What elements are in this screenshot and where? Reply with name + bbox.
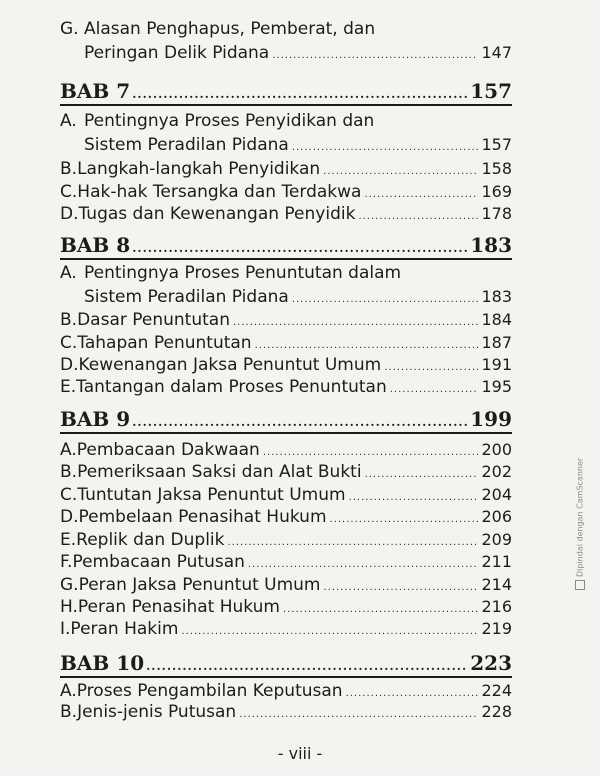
entry-page: 187 — [481, 333, 512, 352]
chapter-page: 183 — [470, 233, 512, 257]
entry-page: 214 — [481, 575, 512, 594]
entry-label: B. — [60, 159, 78, 179]
leader-dots — [239, 704, 478, 726]
leader-dots — [272, 45, 478, 67]
entry-title: Hak-hak Tersangka dan Terdakwa — [77, 182, 362, 202]
entry-page: 184 — [481, 310, 512, 329]
entry-label: F. — [60, 552, 73, 572]
toc-entry-bab9-i — [60, 618, 512, 643]
entry-title: Tuntutan Jaksa Penuntut Umum — [77, 485, 346, 505]
entry-label: D. — [60, 204, 79, 224]
entry-title: Peran Jaksa Penuntut Umum — [78, 575, 321, 595]
toc-entry-bab7-a-cont — [84, 134, 512, 159]
entry-label: D. — [60, 507, 79, 527]
entry-title-cont: Sistem Peradilan Pidana — [84, 135, 289, 155]
toc-entry-bab9-d — [60, 506, 512, 531]
chapter-page: 223 — [470, 651, 512, 675]
entry-page: 209 — [481, 530, 512, 549]
toc-entry-bab8-a-cont — [84, 286, 512, 311]
entry-title: Tugas dan Kewenangan Penyidik — [78, 204, 356, 224]
entry-page: 178 — [481, 204, 512, 223]
chapter-rule — [60, 432, 512, 434]
entry-title-cont: Sistem Peradilan Pidana — [84, 287, 289, 307]
entry-label: C. — [60, 182, 78, 202]
chapter-heading-bab10 — [60, 650, 512, 679]
entry-page: 224 — [481, 681, 512, 700]
toc-entry-bab8-b — [60, 309, 512, 334]
entry-page: 204 — [481, 485, 512, 504]
entry-title: Pembacaan Putusan — [72, 552, 245, 572]
toc-entry-bab6-g — [60, 18, 512, 40]
entry-title: Peran Penasihat Hukum — [77, 597, 280, 617]
camscanner-icon — [575, 580, 585, 590]
entry-title: Pemeriksaan Saksi dan Alat Bukti — [77, 462, 362, 482]
entry-title: Pembelaan Penasihat Hukum — [78, 507, 327, 527]
chapter-page: 199 — [470, 407, 512, 431]
entry-page: 216 — [481, 597, 512, 616]
chapter-title: BAB 9 — [60, 407, 131, 431]
entry-page: 228 — [481, 702, 512, 721]
entry-page: 147 — [481, 43, 512, 62]
chapter-title: BAB 7 — [60, 79, 131, 103]
entry-page: 202 — [481, 462, 512, 481]
chapter-page: 157 — [470, 79, 512, 103]
leader-dots — [323, 161, 478, 183]
entry-title: Proses Pengambilan Keputusan — [76, 681, 343, 701]
toc-entry-bab6-g-cont — [84, 42, 512, 67]
entry-title: Peran Hakim — [70, 619, 179, 639]
entry-title: Pentingnya Proses Penyidikan dan — [84, 111, 375, 131]
entry-page: 157 — [481, 135, 512, 154]
entry-title: Jenis-jenis Putusan — [77, 702, 237, 722]
toc-entry-bab8-a — [60, 262, 512, 284]
entry-title: Tantangan dalam Proses Penuntutan — [76, 377, 387, 397]
entry-label: B. — [60, 310, 78, 330]
entry-label: H. — [60, 597, 78, 617]
entry-page: 169 — [481, 182, 512, 201]
entry-label: A. — [60, 263, 77, 283]
entry-page: 219 — [481, 619, 512, 638]
entry-title: Replik dan Duplik — [76, 530, 225, 550]
entry-title: Dasar Penuntutan — [77, 310, 230, 330]
chapter-rule — [60, 676, 512, 678]
leader-dots — [365, 464, 479, 486]
leader-dots — [181, 621, 478, 643]
scanner-text: Dipindai dengan CamScanner — [575, 457, 585, 577]
entry-title: Kewenangan Jaksa Penuntut Umum — [78, 355, 382, 375]
toc-entry-bab7-a — [60, 110, 512, 132]
entry-page: 211 — [481, 552, 512, 571]
entry-page: 195 — [481, 377, 512, 396]
entry-title: Alasan Penghapus, Pemberat, dan — [84, 19, 376, 39]
toc-entry-bab8-e — [60, 376, 512, 401]
entry-page: 206 — [481, 507, 512, 526]
entry-title: Pentingnya Proses Penuntutan dalam — [84, 263, 402, 283]
leader-dots — [292, 289, 479, 311]
entry-title-cont: Peringan Delik Pidana — [84, 43, 270, 63]
entry-label: G. — [60, 19, 79, 39]
entry-label: E. — [60, 377, 77, 397]
entry-page: 183 — [481, 287, 512, 306]
leader-dots — [233, 312, 478, 334]
entry-page: 200 — [481, 440, 512, 459]
chapter-heading-bab9 — [60, 406, 512, 435]
chapter-rule — [60, 258, 512, 260]
entry-label: E. — [60, 530, 77, 550]
leader-dots — [292, 137, 479, 159]
entry-label: G. — [60, 575, 79, 595]
toc-entry-bab9-b — [60, 461, 512, 486]
toc-entry-bab7-d — [60, 203, 512, 228]
leader-dots — [248, 554, 479, 576]
entry-label: C. — [60, 485, 78, 505]
leader-dots — [390, 379, 479, 401]
entry-title: Langkah-langkah Penyidikan — [77, 159, 321, 179]
entry-label: B. — [60, 702, 78, 722]
entry-label: B. — [60, 462, 78, 482]
toc-entry-bab7-b — [60, 158, 512, 183]
entry-label: A. — [60, 111, 77, 131]
entry-label: C. — [60, 333, 78, 353]
entry-label: A. — [60, 681, 77, 701]
entry-label: I. — [60, 619, 71, 639]
leader-dots — [358, 206, 478, 228]
chapter-heading-bab7 — [60, 78, 512, 107]
chapter-title: BAB 8 — [60, 233, 131, 257]
page-number: - viii - — [277, 744, 323, 763]
entry-page: 158 — [481, 159, 512, 178]
leader-dots — [330, 509, 479, 531]
chapter-rule — [60, 104, 512, 106]
entry-label: D. — [60, 355, 79, 375]
toc-entry-bab9-f — [60, 551, 512, 576]
scanner-watermark — [575, 458, 585, 590]
entry-page: 191 — [481, 355, 512, 374]
entry-title: Pembacaan Dakwaan — [76, 440, 260, 460]
chapter-title: BAB 10 — [60, 651, 145, 675]
entry-label: A. — [60, 440, 77, 460]
entry-title: Tahapan Penuntutan — [77, 333, 252, 353]
chapter-heading-bab8 — [60, 232, 512, 261]
toc-entry-bab10-b — [60, 701, 512, 726]
